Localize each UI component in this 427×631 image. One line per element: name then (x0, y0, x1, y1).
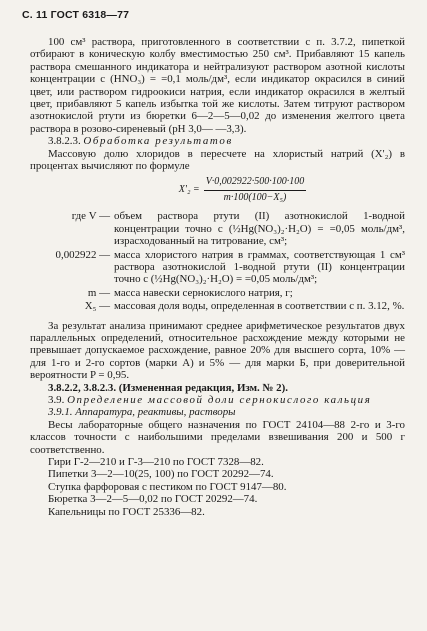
section-number: 3.9. (48, 393, 65, 406)
variable-definitions (30, 210, 405, 312)
formula (80, 176, 405, 204)
equipment-list (30, 456, 405, 518)
definition-row (30, 287, 405, 299)
paragraph-titration: 100 см³ раствора, приготовленного в соответствии с п. 3.7.2, пипеткой отбирают в коническую колбу вместимостью 250 см³. Прибавляют 15 капель раствора смешанного индикатора и нейтрализуют раствором азотной кислоты концентрации с (HNO₃) = =0,1 моль/дм³, если индикатор окрасился в синий цвет, или раствором гидроокиси натрия, если индикатор окрасился в желтый цвет, прибавляют 5 капель избытка той же кислоты. Затем титруют раствором азотнокислой ртути из бюретки 6—2—5—0,02 до изменения желтого цвета раствора в розово-сиреневый (рН 3,0— —3,3). (30, 36, 405, 135)
page-content (30, 36, 405, 518)
section-number: 3.8.2.3. (48, 135, 81, 148)
definition-text: массовая доля воды, определенная в соответствии с п. 3.12, %. (114, 300, 405, 313)
definition-text: объем раствора ртути (II) азотнокислой 1-водной концентрации точно с (½Hg(NO₃)₂·H₂O) = =0,05 моль/дм³, израсходованный на титрование, см³; (114, 210, 405, 248)
paragraph-formula-intro: Массовую долю хлоридов в пересчете на хлористый натрий (X'₂) в процентах вычисляют по формуле (30, 147, 405, 173)
paragraph-result: За результат анализа принимают среднее арифметическое результатов двух параллельных определений, относительное расхождение между которыми не превышает допускаемое расхождение, равное 20% для высшего сорта, 10% — для 1-го и 2-го сортов (марки А) и 5% — для марки Б, при доверительной вероятности P = 0,95. (30, 319, 405, 382)
section-3823-heading (30, 135, 405, 147)
paragraph-scales: Весы лабораторные общего назначения по ГОСТ 24104—88 2-го и 3-го классов точности с наибольшими пределами взвешивания 200 и 500 г соответственно. (30, 418, 405, 456)
section-39-heading (30, 394, 405, 406)
list-item: Бюретка 3—2—5—0,02 по ГОСТ 20292—74. (48, 493, 258, 506)
formula-fraction (204, 176, 307, 204)
section-title: Определение массовой доли сернокислого кальция (67, 393, 372, 406)
formula-denominator: m·100(100−X₅) (223, 191, 287, 203)
definition-symbol: где V — (71, 210, 110, 223)
list-item: Пипетки 3—2—10(25, 100) по ГОСТ 20292—74. (48, 468, 274, 481)
list-item: Капельницы по ГОСТ 25336—82. (48, 505, 205, 518)
section-title: Обработка результатов (83, 135, 233, 148)
definition-symbol: m — (87, 286, 110, 299)
list-item: Гири Г-2—210 и Г-3—210 по ГОСТ 7328—82. (48, 456, 264, 468)
page-header: С. 11 ГОСТ 6318—77 (22, 9, 130, 21)
section-391-heading: 3.9.1. Аппаратура, реактивы, растворы (48, 406, 236, 419)
definition-row (30, 249, 405, 286)
definition-symbol: 0,002922 — (55, 248, 110, 261)
formula-lhs: X'₂ = (178, 184, 200, 196)
definition-row (30, 210, 405, 247)
definition-row (30, 300, 405, 312)
definition-symbol: X₅ — (84, 300, 110, 313)
list-item: Ступка фарфоровая с пестиком по ГОСТ 9147—80. (48, 480, 287, 493)
paragraph-revision-note: 3.8.2.2, 3.8.2.3. (Измененная редакция, Изм. № 2). (48, 381, 288, 394)
definition-text: масса навески сернокислого натрия, г; (114, 286, 293, 299)
formula-numerator: V·0,002922·500·100·100 (204, 176, 307, 190)
definition-text: масса хлористого натрия в граммах, соответствующая 1 см³ раствора азотнокислой 1-водной ртути (II) концентрации точно с (½Hg(NO₃)₂·H₂O) = =0,05 моль/дм³; (114, 248, 405, 286)
